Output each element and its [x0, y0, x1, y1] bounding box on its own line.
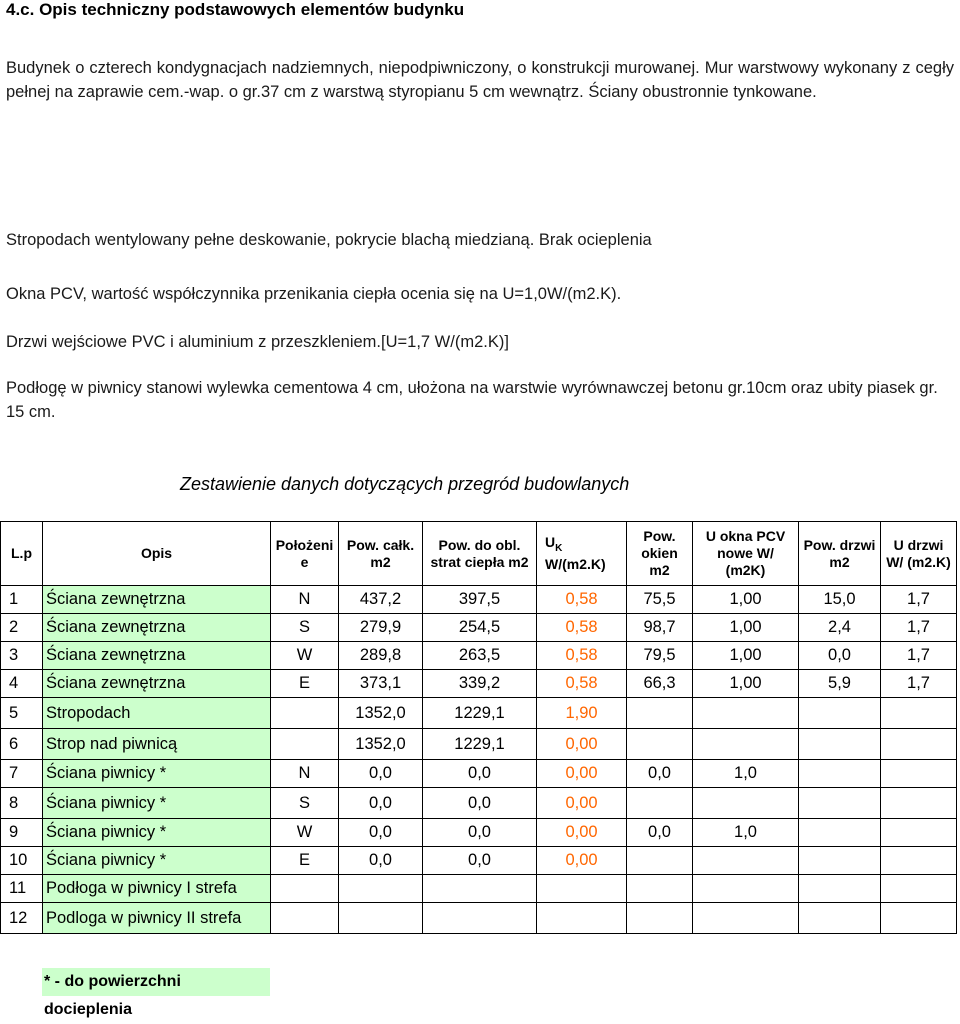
row-u-okna: 1,0: [693, 819, 799, 847]
header-uk: [537, 522, 627, 586]
row-pow-calk: 0,0: [339, 788, 423, 819]
row-pow-okien: [627, 847, 693, 875]
row-pow-calk: 0,0: [339, 847, 423, 875]
row-polozenie: [271, 729, 339, 760]
row-u-okna: 1,00: [693, 614, 799, 642]
row-u-okna: [693, 788, 799, 819]
footnote: * - do powierzchni docieplenia: [42, 968, 270, 996]
row-pow-drzwi: 5,9: [799, 670, 881, 698]
row-lp: 8: [1, 788, 43, 819]
row-pow-okien: [627, 698, 693, 729]
row-pow-obl: 0,0: [423, 819, 537, 847]
row-pow-drzwi: 2,4: [799, 614, 881, 642]
row-lp: 12: [1, 903, 43, 934]
row-uk: 0,00: [537, 847, 627, 875]
row-opis: Strop nad piwnicą: [43, 729, 271, 760]
windows-paragraph: Okna PCV, wartość współczynnika przenikania ciepła ocenia się na U=1,0W/(m2.K).: [6, 285, 622, 303]
row-pow-calk: 289,8: [339, 642, 423, 670]
row-lp: 1: [1, 586, 43, 614]
row-opis: Ściana piwnicy *: [43, 847, 271, 875]
row-pow-calk: 0,0: [339, 760, 423, 788]
row-pow-obl: 1229,1: [423, 729, 537, 760]
walls-paragraph: Budynek o czterech kondygnacjach nadziemnych, niepodpiwniczony, o konstrukcji murowanej. Mur warstwowy wykonany z cegły pełnej na zaprawie cem.-wap. o gr.37 cm z warstwą styropianu 5 cm wewnątrz. Ściany obustronnie tynkowane.: [6, 59, 954, 101]
row-uk: 0,00: [537, 819, 627, 847]
row-lp: 5: [1, 698, 43, 729]
table-row: [1, 670, 957, 698]
row-pow-okien: 0,0: [627, 760, 693, 788]
header-pow-calk: Pow. całk. m2: [339, 522, 423, 586]
row-polozenie: [271, 903, 339, 934]
row-u-okna: [693, 698, 799, 729]
row-pow-drzwi: 0,0: [799, 642, 881, 670]
row-pow-okien: 75,5: [627, 586, 693, 614]
row-u-drzwi: [881, 698, 957, 729]
row-polozenie: [271, 875, 339, 903]
row-uk: 0,58: [537, 642, 627, 670]
row-u-drzwi: [881, 819, 957, 847]
row-polozenie: S: [271, 614, 339, 642]
row-opis: Ściana zewnętrzna: [43, 586, 271, 614]
header-pow-obl: Pow. do obl. strat ciepła m2: [423, 522, 537, 586]
row-pow-okien: 66,3: [627, 670, 693, 698]
row-pow-okien: 0,0: [627, 819, 693, 847]
header-polozenie: Położeni e: [271, 522, 339, 586]
row-pow-obl: [423, 875, 537, 903]
row-u-okna: [693, 729, 799, 760]
row-u-drzwi: 1,7: [881, 586, 957, 614]
header-opis: Opis: [43, 522, 271, 586]
table-row: [1, 875, 957, 903]
row-pow-obl: 339,2: [423, 670, 537, 698]
row-opis: Ściana piwnicy *: [43, 760, 271, 788]
row-pow-calk: 1352,0: [339, 698, 423, 729]
header-lp: L.p: [1, 522, 43, 586]
row-pow-okien: 98,7: [627, 614, 693, 642]
row-u-drzwi: [881, 903, 957, 934]
table-row: [1, 847, 957, 875]
row-pow-drzwi: [799, 788, 881, 819]
row-pow-drzwi: [799, 729, 881, 760]
row-opis: Ściana zewnętrzna: [43, 642, 271, 670]
row-u-drzwi: 1,7: [881, 670, 957, 698]
row-uk: 0,58: [537, 670, 627, 698]
row-opis: Podloga w piwnicy II strefa: [43, 903, 271, 934]
row-pow-drzwi: 15,0: [799, 586, 881, 614]
row-pow-drzwi: [799, 698, 881, 729]
row-pow-obl: [423, 903, 537, 934]
row-lp: 10: [1, 847, 43, 875]
table-row: [1, 586, 957, 614]
header-uk-sub: K: [555, 542, 563, 554]
table-row: [1, 788, 957, 819]
row-pow-obl: 0,0: [423, 760, 537, 788]
row-pow-obl: 0,0: [423, 788, 537, 819]
row-polozenie: W: [271, 642, 339, 670]
row-lp: 7: [1, 760, 43, 788]
row-u-drzwi: 1,7: [881, 642, 957, 670]
row-pow-obl: 397,5: [423, 586, 537, 614]
row-u-drzwi: [881, 847, 957, 875]
row-u-okna: [693, 847, 799, 875]
row-pow-calk: 0,0: [339, 819, 423, 847]
row-polozenie: N: [271, 760, 339, 788]
table-row: [1, 760, 957, 788]
table-row: [1, 729, 957, 760]
row-u-okna: [693, 903, 799, 934]
doors-paragraph: Drzwi wejściowe PVC i aluminium z przeszkleniem.[U=1,7 W/(m2.K)]: [6, 333, 509, 351]
table-title: Zestawienie danych dotyczących przegród budowlanych: [180, 474, 630, 494]
row-pow-obl: 254,5: [423, 614, 537, 642]
row-uk: 1,90: [537, 698, 627, 729]
row-pow-obl: 263,5: [423, 642, 537, 670]
row-pow-drzwi: [799, 903, 881, 934]
row-opis: Ściana piwnicy *: [43, 788, 271, 819]
row-polozenie: [271, 698, 339, 729]
row-polozenie: N: [271, 586, 339, 614]
row-pow-okien: [627, 729, 693, 760]
table-row: [1, 819, 957, 847]
row-pow-drzwi: [799, 760, 881, 788]
row-pow-calk: 1352,0: [339, 729, 423, 760]
header-u-okna: U okna PCV nowe W/ (m2K): [693, 522, 799, 586]
row-polozenie: E: [271, 670, 339, 698]
row-uk: 0,58: [537, 586, 627, 614]
table-row: [1, 698, 957, 729]
row-polozenie: S: [271, 788, 339, 819]
row-pow-okien: [627, 903, 693, 934]
row-opis: Ściana zewnętrzna: [43, 670, 271, 698]
row-u-okna: [693, 875, 799, 903]
roof-paragraph: Stropodach wentylowany pełne deskowanie, pokrycie blachą miedzianą. Brak ocieplenia: [6, 231, 652, 249]
row-pow-drzwi: [799, 819, 881, 847]
table-row: [1, 903, 957, 934]
section-heading: 4.c. Opis techniczny podstawowych elementów budynku: [6, 0, 465, 19]
row-u-okna: 1,00: [693, 642, 799, 670]
row-uk: 0,58: [537, 614, 627, 642]
row-u-drzwi: [881, 760, 957, 788]
row-lp: 3: [1, 642, 43, 670]
header-u-drzwi: U drzwi W/ (m2.K): [881, 522, 957, 586]
row-u-okna: 1,0: [693, 760, 799, 788]
row-u-drzwi: [881, 729, 957, 760]
row-pow-drzwi: [799, 875, 881, 903]
row-opis: Stropodach: [43, 698, 271, 729]
row-uk: 0,00: [537, 729, 627, 760]
partitions-table: [0, 521, 957, 934]
row-opis: Ściana zewnętrzna: [43, 614, 271, 642]
row-lp: 11: [1, 875, 43, 903]
row-lp: 2: [1, 614, 43, 642]
row-pow-obl: 0,0: [423, 847, 537, 875]
row-pow-calk: [339, 903, 423, 934]
row-polozenie: W: [271, 819, 339, 847]
table-header-row: [1, 522, 957, 586]
row-uk: 0,00: [537, 760, 627, 788]
row-lp: 6: [1, 729, 43, 760]
row-uk: 0,00: [537, 788, 627, 819]
floor-paragraph: Podłogę w piwnicy stanowi wylewka cementowa 4 cm, ułożona na warstwie wyrównawczej betonu gr.10cm oraz ubity piasek gr. 15 cm.: [6, 379, 938, 421]
row-u-drzwi: 1,7: [881, 614, 957, 642]
row-u-okna: 1,00: [693, 586, 799, 614]
row-pow-calk: 437,2: [339, 586, 423, 614]
row-lp: 9: [1, 819, 43, 847]
header-uk-unit: W/(m2.K): [545, 556, 606, 573]
row-pow-okien: [627, 875, 693, 903]
row-opis: Podłoga w piwnicy I strefa: [43, 875, 271, 903]
row-lp: 4: [1, 670, 43, 698]
row-polozenie: E: [271, 847, 339, 875]
row-pow-obl: 1229,1: [423, 698, 537, 729]
row-u-drzwi: [881, 875, 957, 903]
row-pow-calk: 279,9: [339, 614, 423, 642]
row-pow-calk: 373,1: [339, 670, 423, 698]
row-pow-okien: [627, 788, 693, 819]
row-uk: [537, 903, 627, 934]
row-u-drzwi: [881, 788, 957, 819]
row-uk: [537, 875, 627, 903]
row-pow-calk: [339, 875, 423, 903]
header-pow-drzwi: Pow. drzwi m2: [799, 522, 881, 586]
row-pow-drzwi: [799, 847, 881, 875]
row-u-okna: 1,00: [693, 670, 799, 698]
row-pow-okien: 79,5: [627, 642, 693, 670]
header-pow-okien: Pow. okien m2: [627, 522, 693, 586]
row-opis: Ściana piwnicy *: [43, 819, 271, 847]
header-uk-main: U: [545, 533, 556, 550]
table-row: [1, 614, 957, 642]
table-row: [1, 642, 957, 670]
